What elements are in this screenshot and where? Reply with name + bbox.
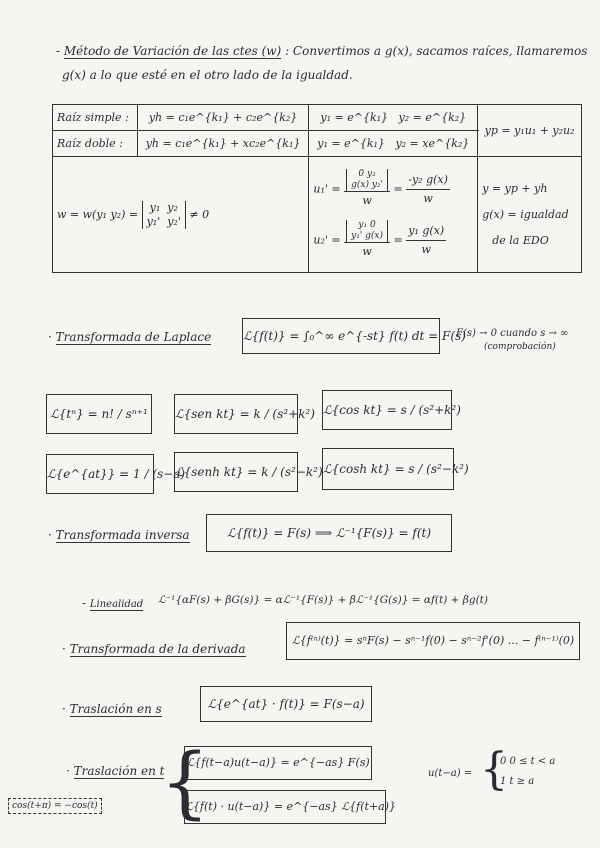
transform-senh: ℒ{senh kt} = k / (s²−k²) — [174, 452, 298, 492]
transform-tn: ℒ{tⁿ} = n! / sⁿ⁺¹ — [46, 394, 152, 434]
transform-cos: ℒ{cos kt} = s / (s²+k²) — [322, 390, 452, 430]
intro-line-1 — [56, 44, 587, 58]
translation-s-title: Traslación en s — [69, 702, 162, 716]
intro-text-2: g(x) a lo que esté en el otro lado de la igualdad. — [62, 68, 353, 82]
note-y: y = yp + yh — [482, 181, 548, 195]
linearity-formula: ℒ⁻¹{αF(s) + βG(s)} = αℒ⁻¹{F(s)} + βℒ⁻¹{G(s)} = αf(t) + βg(t) — [158, 594, 488, 606]
inverse-box: ℒ{f(t)} = F(s) ⟹ ℒ⁻¹{F(s)} = f(t) — [206, 514, 452, 552]
u2-m12: 0 — [369, 219, 376, 230]
u2-m22: g(x) — [365, 230, 384, 241]
u1-m12: y₂ — [367, 168, 376, 179]
w-matrix — [142, 201, 186, 229]
u-cell — [309, 157, 478, 273]
transform-exp: ℒ{e^{at}} = 1 / (s−a) — [46, 454, 154, 494]
u2-m21: y₁' — [351, 230, 363, 241]
row2-yh: yh = c₁e^{k₁} + xc₂e^{k₁} — [137, 131, 309, 157]
u1-m22: y₂' — [371, 179, 384, 190]
row2-y1: y₁ = e^{k₁} — [317, 137, 385, 150]
row1-y — [309, 105, 478, 131]
row2-y — [309, 131, 478, 157]
derivative-title: Transformada de la derivada — [69, 642, 246, 656]
linearity-title: Linealidad — [89, 599, 144, 610]
inverse-heading: · Transformada inversa — [48, 528, 190, 542]
u1-formula: u₁' = 0 y₂ g(x) y₂' w = $\frac{\text{-y₂ g(x)}}{w}$ — [313, 169, 473, 210]
row1-label: Raíz simple : — [53, 105, 138, 131]
laplace-definition-box: ℒ{f(t)} = ∫₀^∞ e^{-st} f(t) dt = F(s) — [242, 318, 440, 354]
note-gx: g(x) = igualdad — [482, 207, 569, 221]
cos-identity-note: cos(t+π) = −cos(t) — [8, 798, 102, 814]
laplace-note-sub: (comprobación) — [484, 342, 556, 352]
u2-den: w — [362, 244, 372, 258]
translation-t-brace: { — [160, 738, 210, 828]
u1-m21: g(x) — [351, 179, 369, 190]
w-m22: y₂' — [167, 214, 181, 228]
transform-sin: ℒ{sen kt} = k / (s²+k²) — [174, 394, 298, 434]
u1-frac — [344, 169, 390, 210]
translation-t-title: Traslación en t — [73, 764, 165, 778]
wronskian-cell — [53, 157, 309, 273]
translation-t-heading: · Traslación en t — [66, 764, 165, 778]
note-edo: de la EDO — [492, 233, 549, 247]
w-rhs: ≠ 0 — [189, 207, 210, 221]
u2-den2: w — [421, 242, 431, 256]
u2-lhs: u₂' = — [313, 233, 341, 246]
notes-cell — [478, 157, 582, 273]
variation-table — [52, 104, 582, 273]
step-case-1: 0 0 ≤ t < a — [500, 756, 556, 767]
row2-y2: y₂ = xe^{k₂} — [395, 137, 470, 150]
u2-m11: y₁ — [358, 219, 368, 230]
u2-frac — [344, 220, 390, 261]
translation-t-box-1: ℒ{f(t−a)u(t−a)} = e^{−as} F(s) — [184, 746, 372, 780]
derivative-heading: · Transformada de la derivada — [62, 642, 246, 656]
u2-formula: u₂' = y₁ 0 y₁' g(x) w = $\frac{\text{y₁ g(x)}}{w}$ — [313, 220, 473, 261]
u1-m11: 0 — [358, 168, 365, 179]
u1-den2: w — [423, 191, 433, 205]
row1-y2: y₂ = e^{k₂} — [398, 111, 467, 124]
translation-s-heading: · Traslación en s — [62, 702, 162, 716]
transform-cosh: ℒ{cosh kt} = s / (s²−k²) — [322, 448, 454, 490]
step-function-brace: { — [480, 744, 508, 795]
row2-label: Raíz doble : — [53, 131, 138, 157]
intro-bullet: - — [56, 44, 61, 58]
u1-frac-2 — [406, 171, 450, 208]
translation-t-box-2: ℒ{f(t) · u(t−a)} = e^{−as} ℒ{f(t+a)} — [184, 790, 386, 824]
w-lhs: w = w(y₁ y₂) = — [57, 207, 139, 221]
u1-lhs: u₁' = — [313, 182, 341, 195]
step-case-2: 1 t ≥ a — [500, 776, 535, 787]
u1-den: w — [362, 193, 372, 207]
row1-yh: yh = c₁e^{k₁} + c₂e^{k₂} — [137, 105, 309, 131]
translation-s-box: ℒ{e^{at} · f(t)} = F(s−a) — [200, 686, 372, 722]
w-m11: y₁ — [149, 200, 161, 214]
w-m21: y₁' — [146, 214, 161, 228]
w-m12: y₂ — [167, 200, 178, 214]
inverse-title: Transformada inversa — [55, 528, 190, 542]
u1-num2: -y₂ g(x) — [406, 171, 450, 190]
step-function-lhs: u(t−a) = — [428, 768, 473, 779]
intro-title: Método de Variación de las ctes (w) — [63, 44, 282, 58]
row1-y1: y₁ = e^{k₁} — [320, 111, 389, 124]
linearity-heading: - Linealidad — [82, 596, 144, 610]
derivative-box: ℒ{f⁽ⁿ⁾(t)} = sⁿF(s) − sⁿ⁻¹f(0) − sⁿ⁻²f'(0) ... − f⁽ⁿ⁻¹⁾(0) — [286, 622, 580, 660]
laplace-title: Transformada de Laplace — [55, 330, 212, 344]
laplace-note: F(s) → 0 cuando s → ∞ — [456, 328, 569, 339]
intro-text-1: : Convertimos a g(x), sacamos raíces, llamaremos — [285, 44, 588, 58]
yp-formula: yp = y₁u₁ + y₂u₂ — [478, 105, 582, 157]
laplace-heading: · Transformada de Laplace — [48, 330, 212, 344]
u2-frac-2 — [406, 222, 446, 259]
u2-num2: y₁ g(x) — [406, 222, 446, 241]
